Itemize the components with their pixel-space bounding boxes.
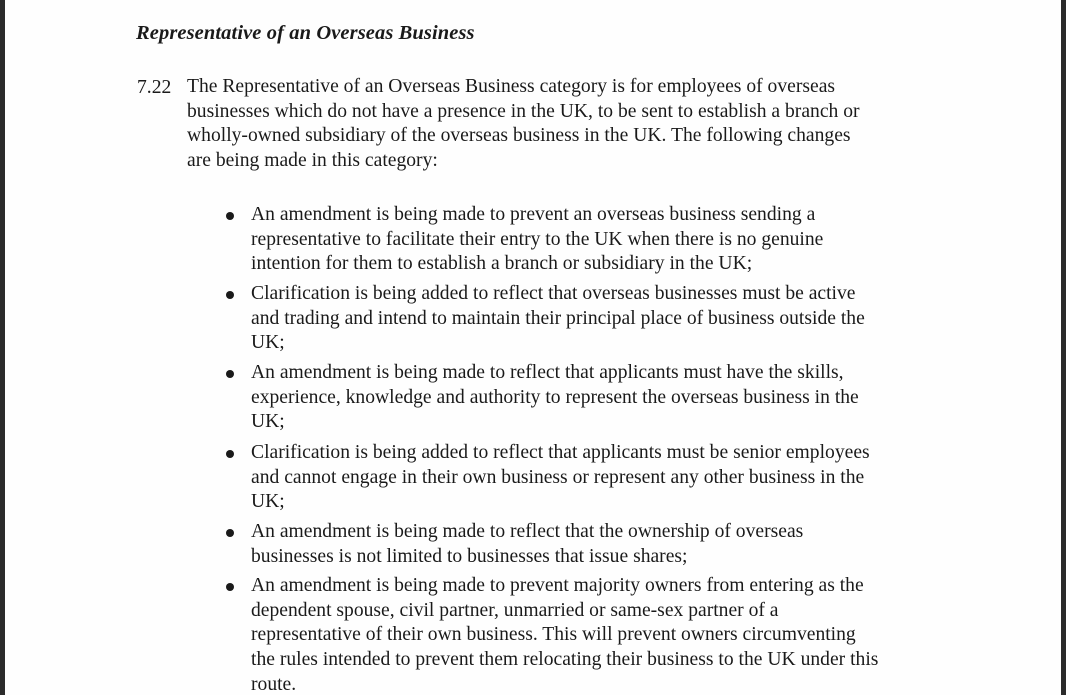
bullet-text [251,441,870,515]
bullet-line: An amendment is being made to reflect that the ownership of overseas [251,521,804,542]
paragraph-line: are being made in this category: [187,149,438,171]
paragraph-number: 7.22 [137,77,172,98]
paragraph-line: businesses which do not have a presence in the UK, to be sent to establish a branch or [187,100,860,122]
bullet-line: representative of their own business. This will prevent owners circumventing [251,624,856,646]
bullet-line: and cannot engage in their own business or represent any other business in the [251,466,865,488]
paragraph-line: The Representative of an Overseas Business category is for employees of overseas [187,76,836,97]
bullet-line: Clarification is being added to reflect that applicants must be senior employees [251,442,870,463]
paragraph-line: wholly-owned subsidiary of the overseas business in the UK. The following changes [187,125,851,146]
bullet-line: dependent spouse, civil partner, unmarried or same-sex partner of a [251,599,779,621]
bullet-line: UK; [251,491,285,513]
bullet-line: UK; [251,411,285,433]
bullet-icon [226,583,234,591]
bullet-line: An amendment is being made to reflect that applicants must have the skills, [251,362,844,383]
bullet-icon [226,370,234,378]
section-heading: Representative of an Overseas Business [136,22,475,44]
bullet-icon [226,291,234,299]
bullet-text [251,361,859,435]
bullet-text [251,574,878,695]
bullet-icon [226,450,234,458]
bullet-line: the rules intended to prevent them relocating their business to the UK under this [251,649,879,671]
bullet-line: intention for them to establish a branch or subsidiary in the UK; [251,253,753,275]
bullet-line: Clarification is being added to reflect that overseas businesses must be active [251,283,856,304]
bullet-icon [226,529,234,537]
bullet-icon [226,212,234,220]
bullet-line: An amendment is being made to prevent an overseas business sending a [251,204,816,225]
bullet-line: experience, knowledge and authority to represent the overseas business in the [251,386,859,408]
bullet-line: An amendment is being made to prevent majority owners from entering as the [251,575,864,596]
bullet-text [251,203,823,277]
bullet-line: businesses is not limited to businesses that issue shares; [251,545,688,567]
bullet-line: route. [251,673,297,695]
bullet-line: and trading and intend to maintain their principal place of business outside the [251,307,865,329]
bullet-line: representative to facilitate their entry to the UK when there is no genuine [251,228,824,250]
bullet-text [251,282,865,356]
bullet-line: UK; [251,332,285,354]
bullet-text [251,520,803,569]
